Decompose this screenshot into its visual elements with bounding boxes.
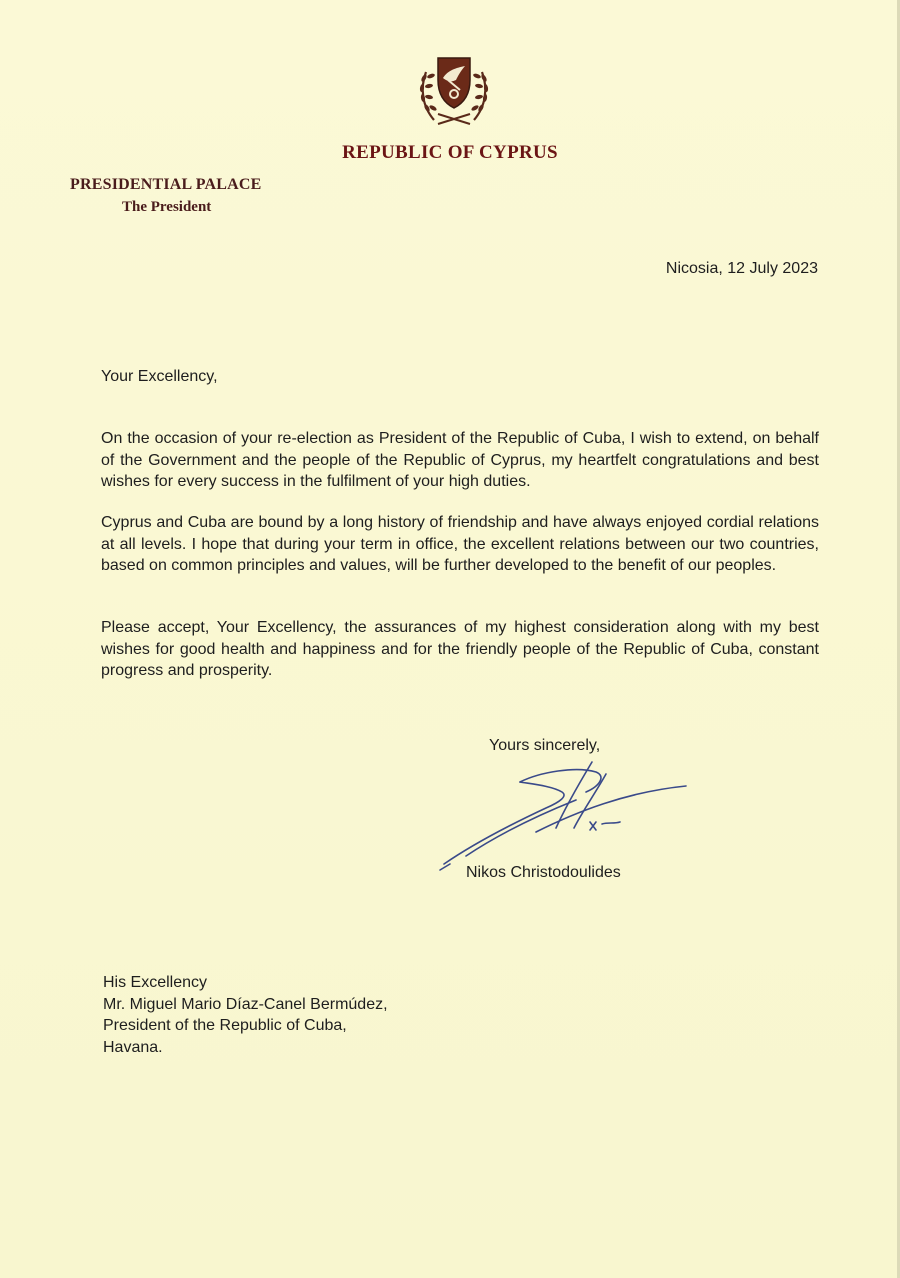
letter-date: Nicosia, 12 July 2023 [665, 260, 818, 277]
letter-paragraph-3: Please accept, Your Excellency, the assurances of my highest consideration along with my best wishes for good health and happiness and for the friendly people of the Republic of Cuba, constant progress and prosperity. [101, 619, 819, 679]
addressee-line: His Excellency [103, 974, 208, 991]
cyprus-coat-of-arms-icon [412, 50, 496, 134]
letter-paragraph-2: Cyprus and Cuba are bound by a long history of friendship and have always enjoyed cordial relations at all levels. I hope that during your term in office, the excellent relations between our two countries, based on common principles and values, will be further developed to the benefit of our peoples. [101, 514, 819, 574]
letterhead-office: PRESIDENTIAL PALACE [70, 176, 262, 193]
letterhead-country: REPUBLIC OF CYPRUS [342, 142, 558, 163]
letter-salutation: Your Excellency, [101, 368, 218, 385]
letter-paragraph-1: On the occasion of your re-election as President of the Republic of Cuba, I wish to extend, on behalf of the Government and the people of the Republic of Cyprus, my heartfelt congratulations and best wishes for every success in the fulfilment of your high duties. [101, 430, 819, 490]
signer-name: Nikos Christodoulides [466, 864, 621, 881]
letter-closing: Yours sincerely, [489, 737, 601, 754]
handwritten-signature [436, 752, 696, 878]
addressee-line: President of the Republic of Cuba, [103, 1017, 347, 1034]
addressee-line: Mr. Miguel Mario Díaz-Canel Bermúdez, [103, 995, 388, 1013]
letterhead-title: The President [122, 199, 212, 215]
addressee-block [103, 972, 388, 1058]
addressee-line: Havana. [103, 1038, 163, 1056]
